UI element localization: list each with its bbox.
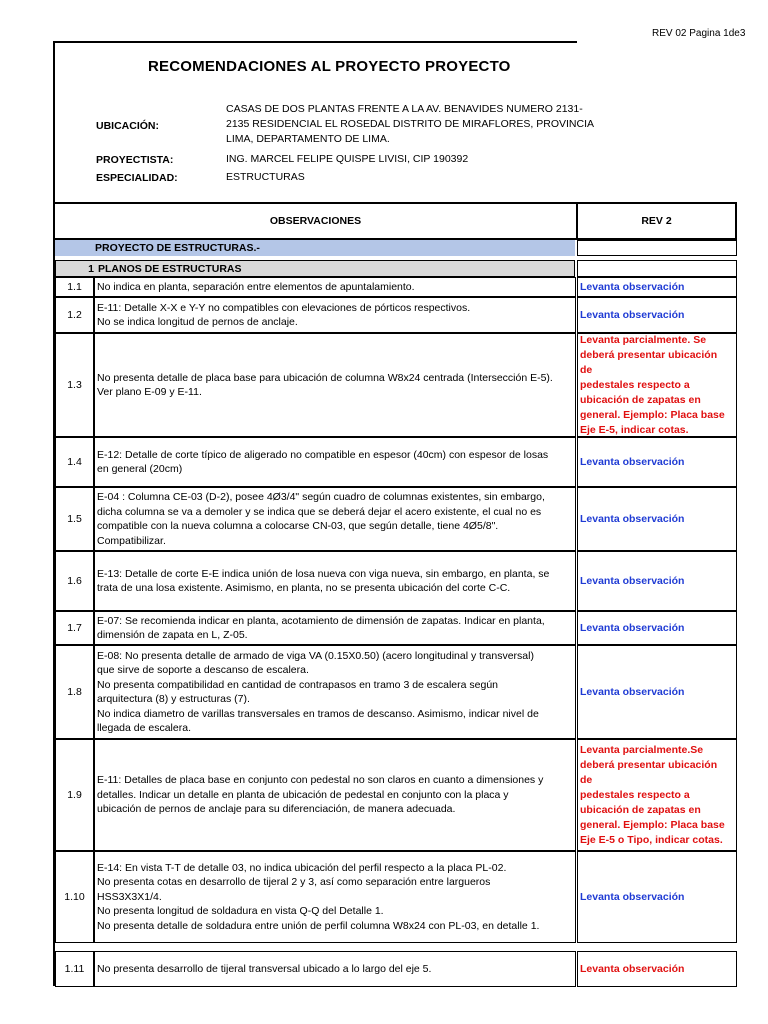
row-observation: E-04 : Columna CE-03 (D-2), posee 4Ø3/4" según cuadro de columnas existentes, sin embargo, dicha columna se va a demoler y se indica que se deberá dejar el acero existente, el cual no es compatible con la nueva columna a colocarse CN-03, que según detalle, tiene 4Ø5/8". Compatibilizar.	[94, 487, 576, 551]
row-observation: No indica en planta, separación entre elementos de apuntalamiento.	[94, 277, 576, 297]
row-status: Levanta parcialmente.Se deberá presentar ubicación de pedestales respecto a ubicación de zapatas en general. Ejemplo: Placa base Eje E-5 o Tipo, indicar cotas.	[577, 739, 737, 851]
document-title: RECOMENDACIONES AL PROYECTO PROYECTO	[148, 58, 511, 75]
row-observation: No presenta desarrollo de tijeral transversal ubicado a lo largo del eje 5.	[94, 951, 576, 987]
proyectista-label: PROYECTISTA:	[96, 154, 174, 166]
revision-page-label: REV 02 Pagina 1de3	[652, 28, 746, 39]
ubicacion-value: CASAS DE DOS PLANTAS FRENTE A LA AV. BENAVIDES NUMERO 2131- 2135 RESIDENCIAL EL ROSEDAL DISTRITO DE MIRAFLORES, PROVINCIA LIMA, DEPARTAMENTO DE LIMA.	[226, 103, 594, 145]
subsection-header	[55, 260, 575, 277]
row-observation: No presenta detalle de placa base para ubicación de columna W8x24 centrada (Intersección E-5). Ver plano E-09 y E-11.	[94, 333, 576, 437]
proyectista-value: ING. MARCEL FELIPE QUISPE LIVISI, CIP 190392	[226, 153, 469, 165]
rev-header	[576, 202, 737, 240]
row-observation: E-13: Detalle de corte E-E indica unión de losa nueva con viga nueva, sin embargo, en planta, se trata de una losa existente. Asimismo, en planta, no se presenta ubicación del corte C-C.	[94, 551, 576, 611]
table-row	[55, 851, 737, 943]
row-number: 1.11	[55, 951, 94, 987]
table-row	[55, 611, 737, 645]
table-row	[55, 551, 737, 611]
row-number: 1.3	[55, 333, 94, 437]
row-status: Levanta observación	[577, 645, 737, 739]
row-number: 1.7	[55, 611, 94, 645]
subsection-rev-cell	[577, 260, 737, 277]
row-status: Levanta observación	[577, 277, 737, 297]
row-status: Levanta observación	[577, 951, 737, 987]
section-rev-cell	[577, 240, 737, 256]
subsection-number: 1	[88, 262, 94, 275]
row-number: 1.6	[55, 551, 94, 611]
especialidad-value: ESTRUCTURAS	[226, 171, 305, 183]
table-row	[55, 951, 737, 987]
row-observation: E-14: En vista T-T de detalle 03, no indica ubicación del perfil respecto a la placa PL-02. No presenta cotas en desarrollo de tijeral 2 y 3, así como separación entre largueros HSS3X3X1/4. No presenta longitud de soldadura en vista Q-Q del Detalle 1. No presenta detalle de soldadura entre unión de perfil columna W8x24 con PL-03, en detalle 1.	[94, 851, 576, 943]
observaciones-header	[53, 202, 578, 240]
row-number: 1.5	[55, 487, 94, 551]
row-number: 1.4	[55, 437, 94, 487]
row-number: 1.8	[55, 645, 94, 739]
table-row	[55, 645, 737, 739]
frame-top-line	[53, 41, 577, 43]
row-number: 1.1	[55, 277, 94, 297]
table-row	[55, 487, 737, 551]
table-row	[55, 739, 737, 851]
row-status: Levanta observación	[577, 437, 737, 487]
especialidad-label: ESPECIALIDAD:	[96, 172, 178, 184]
row-status: Levanta observación	[577, 297, 737, 333]
table-row	[55, 333, 737, 437]
section-title	[55, 240, 575, 256]
section-title-label: PROYECTO DE ESTRUCTURAS.-	[95, 242, 260, 254]
row-status: Levanta observación	[577, 851, 737, 943]
row-status: Levanta observación	[577, 611, 737, 645]
table-row	[55, 297, 737, 333]
ubicacion-label: UBICACIÓN:	[96, 120, 159, 132]
table-row	[55, 277, 737, 297]
row-status: Levanta parcialmente. Se deberá presentar ubicación de pedestales respecto a ubicación de zapatas en general. Ejemplo: Placa base Eje E-5, indicar cotas.	[577, 333, 737, 437]
observaciones-header-label: OBSERVACIONES	[269, 215, 362, 227]
row-status: Levanta observación	[577, 551, 737, 611]
rev-header-label: REV 2	[641, 215, 672, 227]
row-observation: E-11: Detalles de placa base en conjunto con pedestal no son claros en cuanto a dimensiones y detalles. Indicar un detalle en planta de ubicación de pedestal en conjunto con la placa y ubicación de pernos de anclaje para su diferenciación, de manera adecuada.	[94, 739, 576, 851]
row-observation: E-11: Detalle X-X e Y-Y no compatibles con elevaciones de pórticos respectivos. No se indica longitud de pernos de anclaje.	[94, 297, 576, 333]
row-number: 1.2	[55, 297, 94, 333]
subsection-title: PLANOS DE ESTRUCTURAS	[98, 262, 242, 275]
row-observation: E-07: Se recomienda indicar en planta, acotamiento de dimensión de zapatas. Indicar en planta, dimensión de zapata en L, Z-05.	[94, 611, 576, 645]
row-number: 1.9	[55, 739, 94, 851]
row-observation: E-12: Detalle de corte típico de aligerado no compatible en espesor (40cm) con espesor de losas en general (20cm)	[94, 437, 576, 487]
table-row	[55, 437, 737, 487]
row-number: 1.10	[55, 851, 94, 943]
row-observation: E-08: No presenta detalle de armado de viga VA (0.15X0.50) (acero longitudinal y transversal) que sirve de soporte a descanso de escalera. No presenta compatibilidad en cantidad de contrapasos en tramo 3 de escalera según arquitectura (8) y estructuras (7). No indica diametro de varillas transversales en tramos de descanso. Asimismo, indicar nivel de llegada de escalera.	[94, 645, 576, 739]
row-status: Levanta observación	[577, 487, 737, 551]
